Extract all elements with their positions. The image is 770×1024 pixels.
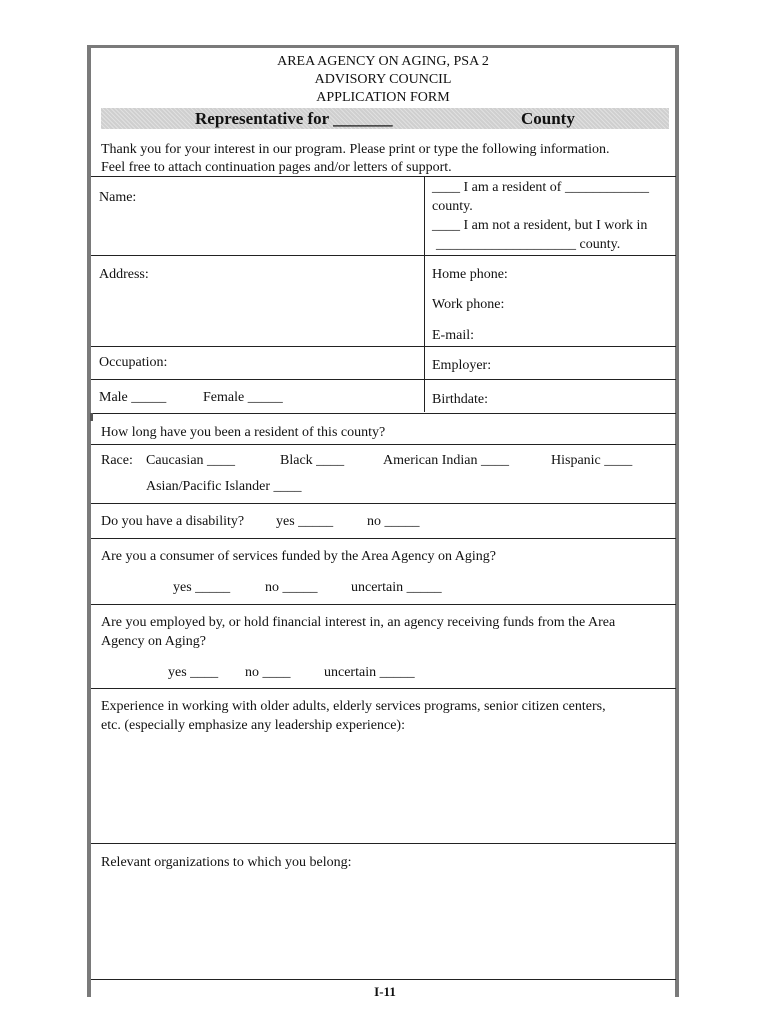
resident-line-2: county. xyxy=(432,199,473,214)
employed-no[interactable]: no ____ xyxy=(245,665,291,680)
name-field[interactable]: Name: xyxy=(99,190,137,205)
race-american-indian[interactable]: American Indian ____ xyxy=(383,453,509,468)
divider xyxy=(91,444,676,445)
council-title: ADVISORY COUNCIL xyxy=(314,72,452,87)
divider xyxy=(91,176,676,177)
work-phone-field[interactable]: Work phone: xyxy=(432,297,505,312)
race-caucasian[interactable]: Caucasian ____ xyxy=(146,453,236,468)
county-label: County xyxy=(521,109,575,128)
employed-question-line-2: Agency on Aging? xyxy=(101,634,206,649)
representative-label: Representative for _______ xyxy=(195,109,393,128)
disability-yes[interactable]: yes _____ xyxy=(276,514,334,529)
intro-line-2: Feel free to attach continuation pages and/or letters of support. xyxy=(101,160,452,175)
form-title: APPLICATION FORM xyxy=(316,90,450,105)
resident-line-4: ____________________ county. xyxy=(436,237,621,252)
employed-yes[interactable]: yes ____ xyxy=(168,665,219,680)
divider xyxy=(91,538,676,539)
divider xyxy=(91,843,676,844)
employed-uncertain[interactable]: uncertain _____ xyxy=(324,665,415,680)
female-field[interactable]: Female _____ xyxy=(203,390,283,405)
race-asian[interactable]: Asian/Pacific Islander ____ xyxy=(146,479,302,494)
divider xyxy=(91,979,676,980)
disability-no[interactable]: no _____ xyxy=(367,514,420,529)
employed-question-line-1: Are you employed by, or hold financial interest in, an agency receiving funds from the Area xyxy=(101,615,616,630)
consumer-yes[interactable]: yes _____ xyxy=(173,580,231,595)
divider xyxy=(91,604,676,605)
race-label: Race: xyxy=(101,453,133,468)
intro-line-1: Thank you for your interest in our program. Please print or type the following information. xyxy=(101,142,610,157)
email-field[interactable]: E-mail: xyxy=(432,328,474,343)
representative-band xyxy=(101,108,669,129)
experience-line-2: etc. (especially emphasize any leadership experience): xyxy=(101,718,405,733)
agency-title: AREA AGENCY ON AGING, PSA 2 xyxy=(277,54,489,69)
employer-field[interactable]: Employer: xyxy=(432,358,492,373)
race-hispanic[interactable]: Hispanic ____ xyxy=(551,453,633,468)
organizations-label: Relevant organizations to which you belong: xyxy=(101,855,352,870)
border-notch xyxy=(90,413,93,421)
application-form xyxy=(87,45,679,997)
resident-line-1[interactable]: ____ I am a resident of ____________ xyxy=(432,180,649,195)
address-field[interactable]: Address: xyxy=(99,267,149,282)
divider xyxy=(91,413,676,414)
resident-duration-question[interactable]: How long have you been a resident of this county? xyxy=(101,425,386,440)
experience-answer-area[interactable] xyxy=(92,738,675,842)
race-black[interactable]: Black ____ xyxy=(280,453,345,468)
male-field[interactable]: Male _____ xyxy=(99,390,167,405)
column-divider xyxy=(424,176,425,412)
divider xyxy=(91,688,676,689)
divider xyxy=(91,379,676,380)
consumer-no[interactable]: no _____ xyxy=(265,580,318,595)
experience-line-1: Experience in working with older adults, elderly services programs, senior citizen centers, xyxy=(101,699,606,714)
divider xyxy=(91,346,676,347)
birthdate-field[interactable]: Birthdate: xyxy=(432,392,488,407)
organizations-answer-area[interactable] xyxy=(92,874,675,978)
consumer-question: Are you a consumer of services funded by the Area Agency on Aging? xyxy=(101,549,496,564)
page-number: I-11 xyxy=(374,984,396,999)
occupation-field[interactable]: Occupation: xyxy=(99,355,168,370)
consumer-uncertain[interactable]: uncertain _____ xyxy=(351,580,442,595)
resident-line-3[interactable]: ____ I am not a resident, but I work in xyxy=(432,218,648,233)
divider xyxy=(91,255,676,256)
disability-question: Do you have a disability? xyxy=(101,514,245,529)
divider xyxy=(91,503,676,504)
home-phone-field[interactable]: Home phone: xyxy=(432,267,508,282)
